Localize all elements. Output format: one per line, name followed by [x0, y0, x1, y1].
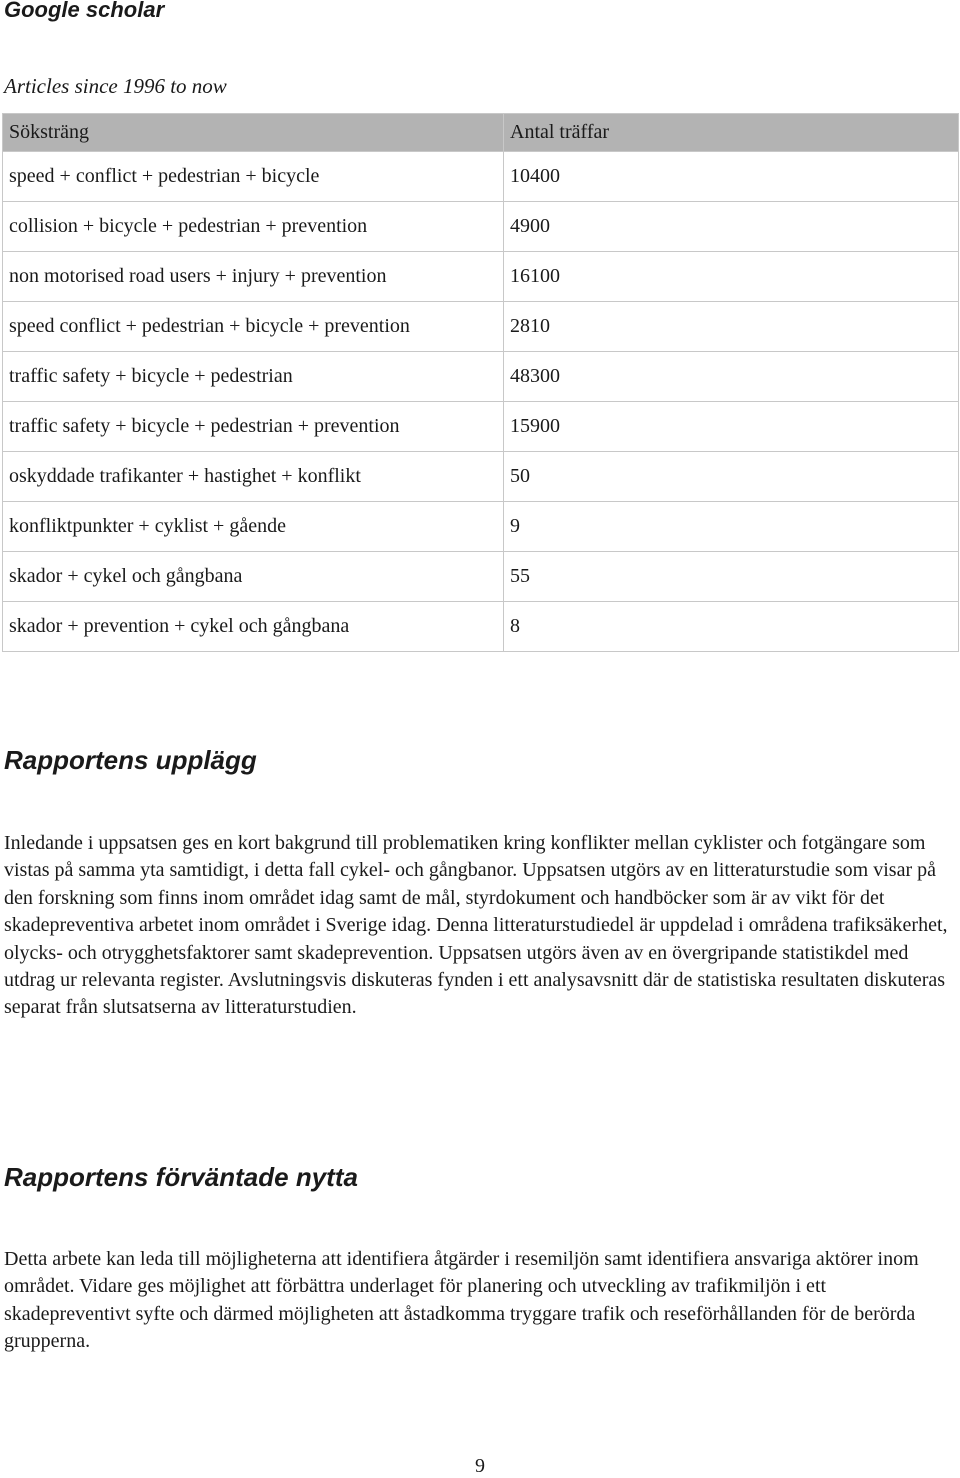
search-string-cell: speed + conflict + pedestrian + bicycle: [3, 152, 504, 202]
search-string-cell: konfliktpunkter + cyklist + gående: [3, 502, 504, 552]
table-row: [3, 152, 959, 202]
search-string-cell: non motorised road users + injury + prevention: [3, 252, 504, 302]
section-paragraph-expected-benefit: Detta arbete kan leda till möjligheterna att identifiera åtgärder i resemiljön samt identifiera ansvariga aktörer inom området. Vidare ges möjlighet att förbättra underlaget för planering och utveckling av trafikmiljön i ett skadepreventivt syfte och därmed möjligheten att åstadkomma tryggare trafik och reseförhållanden för de berörda grupperna.: [4, 1248, 919, 1353]
search-string-cell: skador + cykel och gångbana: [3, 552, 504, 602]
table-row: [3, 402, 959, 452]
section-paragraph-report-structure: Inledande i uppsatsen ges en kort bakgrund till problematiken kring konflikter mellan cyklister och fotgängare som vistas på samma yta samtidigt, i detta fall cykel- och gångbanor. Uppsatsen utgörs av en litteraturstudie som visar på den forskning som finns inom området idag samt de mål, styrdokument och handböcker som är av vikt för det skadepreventiva arbetet inom området i Sverige idag. Denna litteraturstudiedel är uppdelad i områdena trafiksäkerhet, olycks- och otrygghetsfaktorer samt skadeprevention. Uppsatsen utgörs även av en övergripande statistikdel med utdrag ur relevanta register. Avslutningsvis diskuteras fynden i ett analysavsnitt där de statistiska resultaten diskuteras separat från slutsatserna av litteraturstudien.: [4, 832, 948, 1019]
hit-count-cell: 55: [504, 552, 959, 602]
header-hit-count: Antal träffar: [504, 114, 959, 152]
table-row: [3, 252, 959, 302]
hit-count-cell: 10400: [504, 152, 959, 202]
table-row: [3, 202, 959, 252]
search-string-cell: traffic safety + bicycle + pedestrian + prevention: [3, 402, 504, 452]
search-string-cell: speed conflict + pedestrian + bicycle + prevention: [3, 302, 504, 352]
hit-count-cell: 9: [504, 502, 959, 552]
hit-count-cell: 48300: [504, 352, 959, 402]
document-title: Google scholar: [4, 0, 165, 22]
page-number: 9: [475, 1455, 485, 1477]
search-results-table: [2, 113, 959, 652]
search-string-cell: skador + prevention + cykel och gångbana: [3, 602, 504, 652]
table-row: [3, 552, 959, 602]
search-string-cell: traffic safety + bicycle + pedestrian: [3, 352, 504, 402]
hit-count-cell: 16100: [504, 252, 959, 302]
hit-count-cell: 4900: [504, 202, 959, 252]
search-string-cell: collision + bicycle + pedestrian + prevention: [3, 202, 504, 252]
document-subtitle: Articles since 1996 to now: [4, 74, 227, 98]
hit-count-cell: 50: [504, 452, 959, 502]
section-heading-expected-benefit: Rapportens förväntade nytta: [4, 1162, 358, 1192]
search-string-cell: oskyddade trafikanter + hastighet + konflikt: [3, 452, 504, 502]
table-row: [3, 452, 959, 502]
header-search-string: Söksträng: [3, 114, 504, 152]
hit-count-cell: 2810: [504, 302, 959, 352]
hit-count-cell: 8: [504, 602, 959, 652]
hit-count-cell: 15900: [504, 402, 959, 452]
table-row: [3, 502, 959, 552]
table-row: [3, 352, 959, 402]
table-row: [3, 602, 959, 652]
table-row: [3, 302, 959, 352]
table-header-row: [3, 114, 959, 152]
section-heading-report-structure: Rapportens upplägg: [4, 745, 257, 775]
